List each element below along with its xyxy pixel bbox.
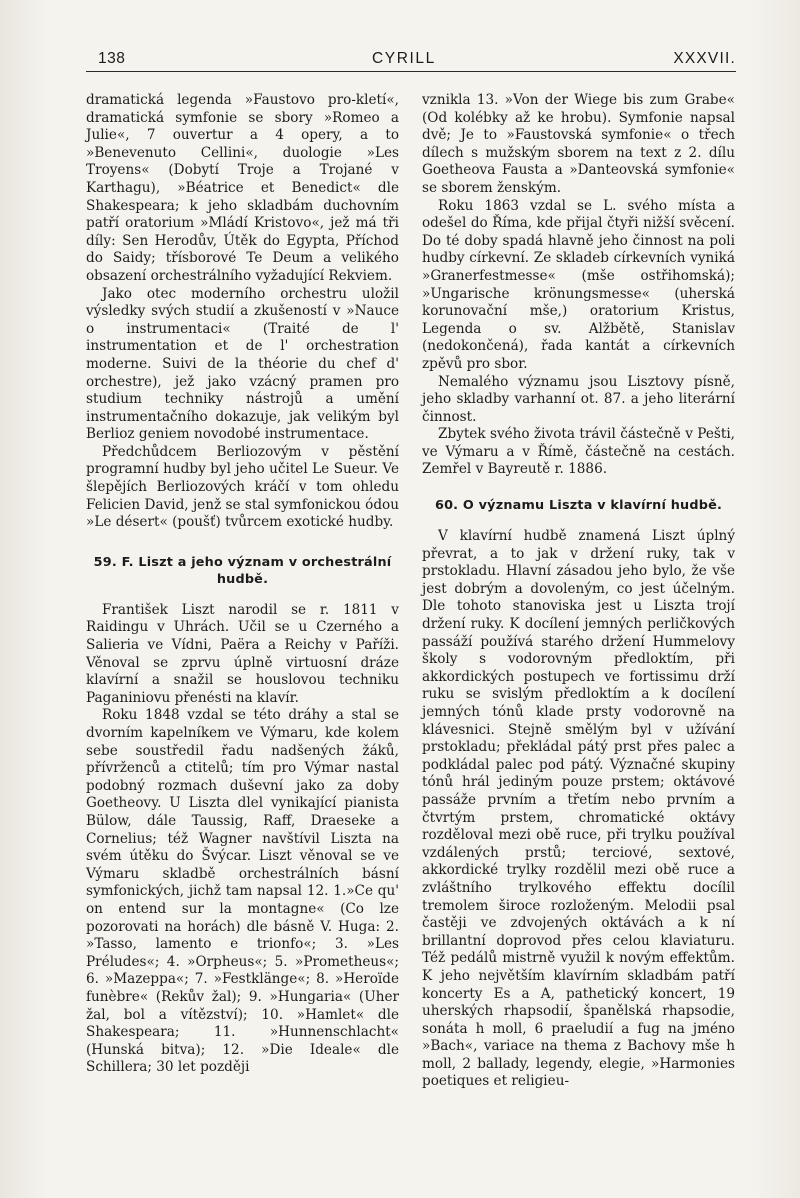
paragraph: Zbytek svého života trávil částečně v Pešti, ve Výmaru a v Římě, částečně na cestách. Zemřel v Bayreutě r. 1886. (422, 426, 735, 478)
header-rule (86, 71, 736, 72)
section-heading-60: 60. O významu Liszta v klavírní hudbě. (434, 498, 723, 514)
running-head (86, 48, 736, 70)
paragraph: Předchůdcem Berliozovým v pěstění programní hudby byl jeho učitel Le Sueur. Ve šlepějích Berliozových kráčí v tom ohledu Felicien David, jenž se stal symfonickou ódou »Le désert« (poušť) tvůrcem exotické hudby. (86, 443, 399, 531)
paragraph: Jako otec moderního orchestru uložil výsledky svých studií a zkušeností v »Nauce o instrumentaci« (Traité de l' instrumentation et de l' orchestration moderne. Suivi de la théorie du chef d' orchestre), jež jako vzácný pramen pro studium techniky nástrojů a umění instrumentačního dokazuje, jak velikým byl Berlioz geniem novodobé instrumentace. (86, 285, 399, 443)
paragraph: Roku 1848 vzdal se této dráhy a stal se dvorním kapelníkem ve Výmaru, kde kolem sebe soustředil řadu nadšených žáků, přívrženců a ctitelů; tím pro Výmar nastal podobný rozmach duševní jako za doby Goetheovy. U Liszta dlel vynikající pianista Bülow, dále Taussig, Raff, Draeseke a Cornelius; též Wagner navštívil Liszta na svém útěku do Švýcar. Liszt věnoval se ve Výmaru skladbě orchestrálních básní symfonických, jichž tam napsal 12. 1.»Ce qu' on entend sur la montagne« (Co lze pozorovati na horách) dle básně V. Huga: 2. »Tasso, lamento e trionfo«; 3. »Les Préludes«; 4. »Orpheus«; 5. »Prometheus«; 6. »Mazeppa«; 7. »Festklänge«; 8. »Heroïde funèbre« (Rekův žal); 9. »Hungaria« (Uher žal, bol a vítězství); 10. »Hamlet« dle Shakespeara; 11. »Hunnenschlacht« (Hunská bitva); 12. »Die Ideale« dle Schillera; 30 let později (86, 707, 399, 1076)
paragraph: dramatická legenda »Faustovo pro-kletí«, dramatická symfonie se sbory »Romeo a Julie«, 7 ouvertur a 4 opery, a to »Benevenuto Cellini«, duologie »Les Troyens« (Dobytí Troje a Trojané v Karthagu), »Béatrice et Benedict« dle Shakespeara; k jeho skladbám duchovním patří oratorium »Mládí Kristovo«, jež má tři díly: Sen Herodův, Útěk do Egypta, Příchod do Saidy; třísborové Te Deum a velikého obsazení orchestrálního vyžadující Rekviem. (86, 92, 399, 284)
paragraph: František Liszt narodil se r. 1811 v Raidingu v Uhrách. Učil se u Czerného a Salieria ve Vídni, Paëra a Reichy v Paříži. Věnoval se zprvu úplně virtuosní dráze klavírní a snažil se houslovou techniku Paganiniovu přenésti na klavír. (86, 601, 399, 706)
left-column (86, 92, 399, 1077)
paragraph: Nemalého významu jsou Lisztovy písně, jeho skladby varhanní ot. 87. a jeho literární činnost. (422, 373, 735, 425)
section-heading-59: 59. F. Liszt a jeho význam v orchestrální hudbě. (93, 554, 392, 587)
paragraph: Roku 1863 vzdal se L. svého místa a odešel do Říma, kde přijal čtyři nižší svěcení. Do té doby spadá hlavně jeho činnost na poli hudby církevní. Ze skladeb církevních vyniká »Granerfestmesse« (mše ostřihomská); »Ungarische krönungsmesse« (uherská korunovační mše,) oratorium Kristus, Legenda o sv. Alžbětě, Stanislav (nedokončená), řada kantát a církevních zpěvů pro sbor. (422, 197, 735, 372)
right-column (422, 92, 735, 1091)
volume-number: XXXVII. (673, 50, 736, 67)
paragraph: V klavírní hudbě znamená Liszt úplný převrat, a to jak v držení ruky, tak v prstokladu. Hlavní zásadou jeho bylo, že vše jest dobrým a dovoleným, co jest účelným. Dle tohoto stanoviska jest u Liszta trojí držení ruky. K docílení jemných perličkových passáží používá starého držení Hummelovy školy s vodorovným předloktím, při akkordických postupech ve fortissimu drží ruku se svislým předloktím a k docílení jemných tónů klade prsty vodorovně na klávesnici. Stejně smělým byl v užívání prstokladu; překládal pátý prst přes palec a podkládal palec pod pátý. Význačné skupiny tónů hrál jediným pouze prstem; oktávové passáže prvním a třetím nebo prvním a čtvrtým prstem, chromatické oktávy rozděloval mezi obě ruce, při trylku používal vzdálených prstů; terciové, sextové, akkordické trylky rozdělil mezi obě ruce a zvláštního trylkového effektu docílil tremolem široce rozloženým. Melodii psal častěji ve zdvojených oktávách a k ní brillantní doprovod přes celou klaviaturu. Též pedálů mistrně využil k novým effektům. K jeho největším klavírním skladbám patří koncerty Es a A, pathetický koncert, 19 uherských rhapsodií, španělská rhapsodie, sonáta h moll, 6 praeludií a fug na jméno »Bach«, variace na thema z Bachovy mše h moll, 2 ballady, legendy, elegie, »Harmonies poetiques et religieu- (422, 528, 735, 1090)
journal-title: CYRILL (372, 50, 436, 67)
page-number: 138 (98, 50, 126, 67)
paragraph: vznikla 13. »Von der Wiege bis zum Grabe« (Od kolébky až ke hrobu). Symfonie napsal dvě; Je to »Faustovská symfonie« o třech dílech s mužským sborem na text z 2. dílu Goetheova Fausta a »Danteovská symfonie« se sborem ženským. (422, 92, 735, 196)
